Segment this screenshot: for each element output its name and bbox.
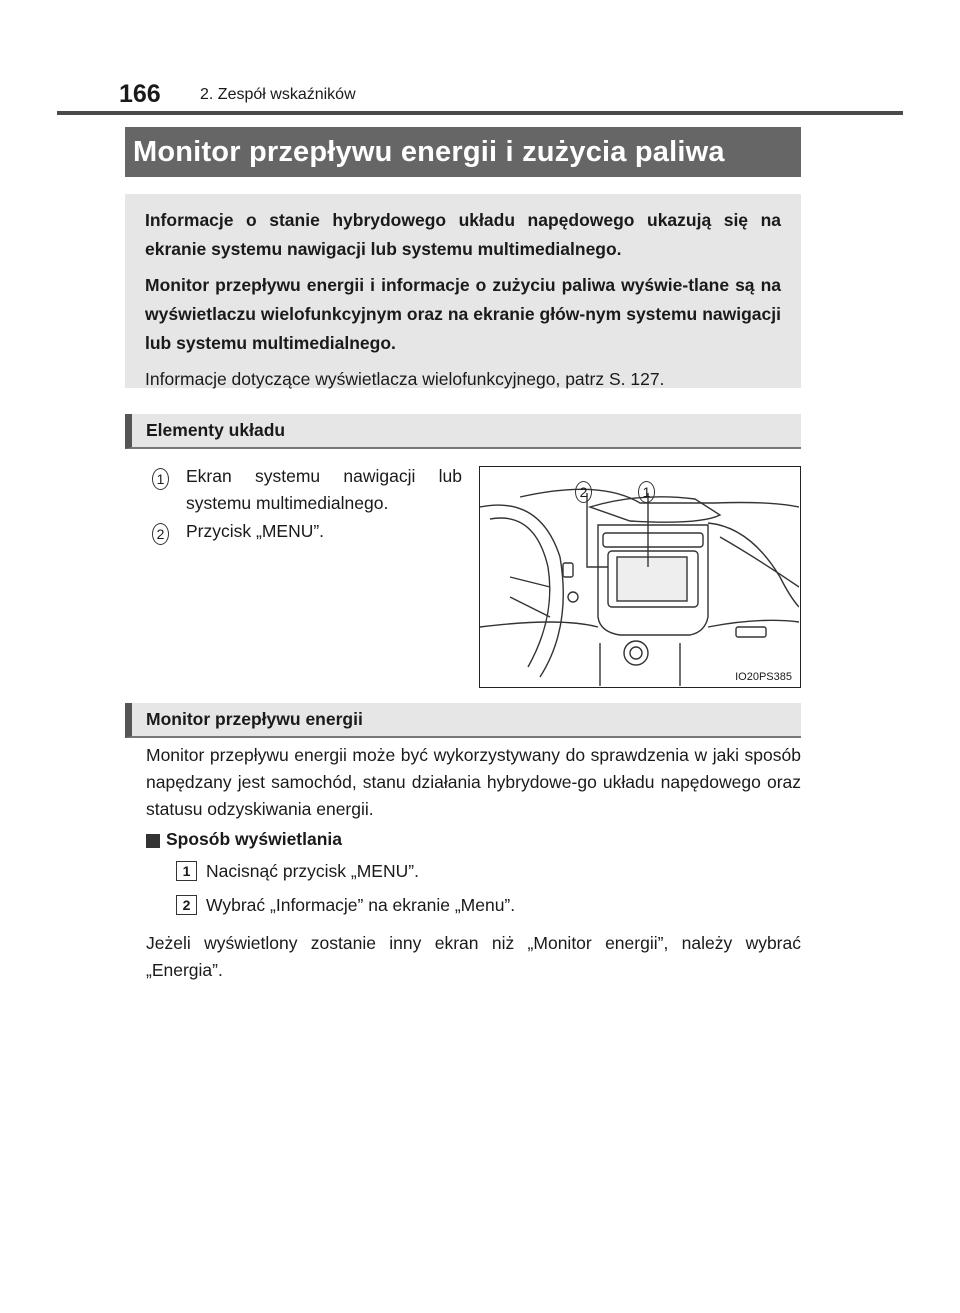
callout-text-1: Ekran systemu nawigacji lub systemu multimedialnego. [186,466,462,513]
page-number: 166 [119,80,161,108]
step-text-1: Nacisnąć przycisk „MENU”. [206,861,419,881]
section-title: 2. Zespół wskaźników [200,86,356,103]
step-text-2: Wybrać „Informacje” na ekranie „Menu”. [206,895,516,915]
intro-paragraph-2: Monitor przepływu energii i informacje o zużyciu paliwa wyświe-tlane są na wyświetlaczu wielofunkcyjnym oraz na ekranie głów-nym systemu nawigacji lub systemu multimedialnego. [145,275,781,353]
dashboard-illustration [479,466,801,688]
intro-paragraph-1: Informacje o stanie hybrydowego układu napędowego ukazują się na ekranie systemu nawigacji lub systemu multimedialnego. [145,210,781,259]
callout-number-1: 1 [152,468,169,490]
callout-text-2: Przycisk „MENU”. [186,521,325,541]
intro-box [125,194,801,388]
page-title: Monitor przepływu energii i zużycia paliwa [125,127,801,177]
step-number-1: 1 [176,861,197,881]
section-heading-energy-monitor: Monitor przepływu energii [125,703,801,738]
subheading-display-method: Sposób wyświetlania [166,829,343,849]
section-heading-components: Elementy układu [125,414,801,449]
energy-monitor-description: Monitor przepływu energii może być wykorzystywany do sprawdzenia w jaki sposób napędzany jest samochód, stanu działania hybrydowe-go układu napędowego oraz statusu odzyskiwania energii. [146,745,801,819]
figure-callout-1: 1 [638,481,655,503]
step-number-2: 2 [176,895,197,915]
display-note: Jeżeli wyświetlony zostanie inny ekran niż „Monitor energii”, należy wybrać „Energia”. [146,933,801,980]
callout-number-2: 2 [152,523,169,545]
figure-code: IO20PS385 [735,671,792,683]
dashboard-drawing [480,467,799,686]
figure-callout-2: 2 [575,481,592,503]
header-rule [57,111,903,115]
intro-paragraph-3: Informacje dotyczące wyświetlacza wielofunkcyjnego, patrz S. 127. [145,369,665,389]
square-bullet-icon [146,834,160,848]
